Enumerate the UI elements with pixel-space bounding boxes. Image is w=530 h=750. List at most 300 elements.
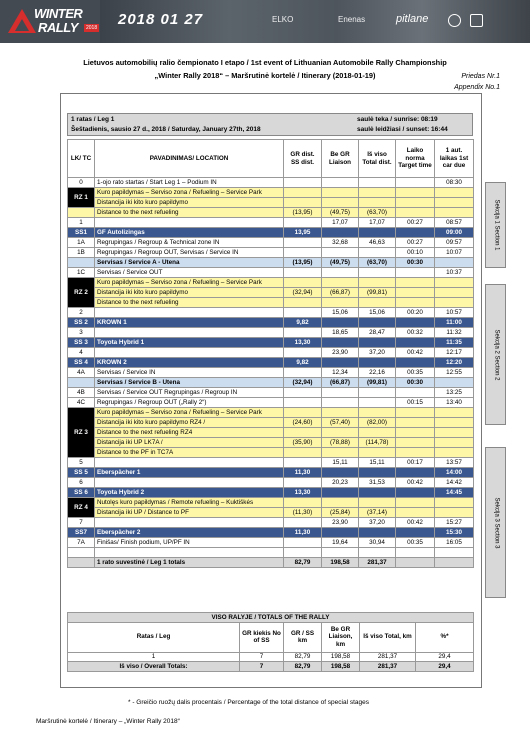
cell-liaison [322,528,359,538]
cell-liaison [322,198,359,208]
cell-tc: SS 4 [68,358,95,368]
cell-target [396,418,435,428]
cell-target [396,338,435,348]
cell-total: 15,06 [359,308,396,318]
cell-first-car [435,438,474,448]
cell-location [95,478,284,488]
cell-total [359,498,396,508]
stage-row [68,468,474,478]
cell-liaison [322,428,359,438]
cell-total: 31,53 [359,478,396,488]
cell-liaison [322,548,359,558]
cell-liaison [322,268,359,278]
cell-location: 1 rato suvestinė / Leg 1 totals [95,557,284,567]
cell-liaison: 23,90 [322,348,359,358]
cell-target: 00:15 [396,398,435,408]
cell-first-car [435,258,474,268]
cell-liaison [322,488,359,498]
cell-first-car: 11:00 [435,318,474,328]
cell-liaison [322,178,359,188]
refuel-row [68,408,474,418]
cell-target [396,198,435,208]
cell-ss-dist [284,428,322,438]
cell-liaison [322,448,359,458]
cell-ss-dist [284,328,322,338]
table-row [68,538,474,548]
cell-target: 00:20 [396,308,435,318]
cell-tc: 1 [68,218,95,228]
cell-target [396,228,435,238]
cell-location: GF Autolizingas [95,228,284,238]
cell-total: (99,81) [359,378,396,388]
col-first-car: 1 aut. laikas 1st car due [435,140,474,178]
cell-location: Distance to the next refueling [95,298,284,308]
cell-target [396,488,435,498]
cell-total: 281,37 [359,557,396,567]
cell-first-car [435,498,474,508]
cell-liaison: (66,87) [322,378,359,388]
cell-first-car [435,548,474,558]
totals-table [67,612,474,672]
cell-first-car: 12:17 [435,348,474,358]
cell-first-car: 15:27 [435,518,474,528]
totals-row-leg1: 1 7 82,79 198,58 281,37 29,4 [68,652,474,662]
cell-tc: SS 3 [68,338,95,348]
cell-first-car: 10:07 [435,248,474,258]
table-row [68,368,474,378]
cell-location: Kuro papildymas – Serviso zona / Refueling – Service Park [95,408,284,418]
cell-ss-dist: (13,95) [284,258,322,268]
cell-first-car [435,298,474,308]
cell-location: Regrupingas / Regroup & Technical zone IN [95,238,284,248]
cell-ss-dist: (32,94) [284,378,322,388]
cell-location: KROWN 1 [95,318,284,328]
cell-target: 00:10 [396,248,435,258]
cell-tc: 5 [68,458,95,468]
table-row [68,458,474,468]
cell-liaison: 19,64 [322,538,359,548]
cell-total: 37,20 [359,518,396,528]
cell-target [396,188,435,198]
cell-target [396,278,435,288]
cell-location: Distancija iki UP / Distance to PF [95,508,284,518]
cell-target [396,358,435,368]
cell-tc: 7A [68,538,95,548]
sponsor-logo-elko: ELKO [272,15,294,24]
cell-ss-dist: (13,95) [284,208,322,218]
sponsor-logo-enenas: Enenas [338,15,366,24]
cell-target: 00:35 [396,368,435,378]
cell-first-car [435,428,474,438]
cell-location: Finišas/ Finish podium, UP/PF IN [95,538,284,548]
cell-total: 37,20 [359,348,396,358]
cell-location: Kuro papildymas – Serviso zona / Refueling – Service Park [95,188,284,198]
cell-target: 00:42 [396,478,435,488]
cell-ss-dist [284,218,322,228]
cell-target [396,528,435,538]
itinerary-table [67,139,474,568]
cell-target [396,428,435,438]
cell-liaison: 18,65 [322,328,359,338]
cell-liaison [322,248,359,258]
cell-ss-dist: 11,30 [284,468,322,478]
cell-target: 00:30 [396,258,435,268]
cell-location [95,518,284,528]
table-row [68,328,474,338]
cell-target [396,208,435,218]
cell-location: Kuro papildymas – Serviso zona / Refueling – Service Park [95,278,284,288]
cell-target [396,388,435,398]
cell-ss-dist [284,548,322,558]
cell-total: (63,70) [359,258,396,268]
cell-location [95,328,284,338]
cell-location: Distancija iki kito kuro papildymo [95,198,284,208]
cell-total: (82,00) [359,418,396,428]
cell-total [359,188,396,198]
cell-ss-dist [284,398,322,408]
cell-location: Distance to the next refueling [95,208,284,218]
cell-tc: 6 [68,478,95,488]
cell-first-car: 14:00 [435,468,474,478]
cell-total [359,448,396,458]
cell-location: Servisas / Service A - Utena [95,258,284,268]
col-ss-dist: GR dist. SS dist. [284,140,322,178]
cell-liaison: 17,07 [322,218,359,228]
cell-liaison: 198,58 [322,557,359,567]
col-liaison: Be GR Liaison [322,140,359,178]
cell-total [359,468,396,478]
cell-ss-dist [284,298,322,308]
cell-tc: SS 6 [68,488,95,498]
appendix-en: Appendix No.1 [454,84,500,91]
cell-tc: SS1 [68,228,95,238]
refuel-row [68,198,474,208]
cell-tc: SS7 [68,528,95,538]
cell-target [396,548,435,558]
refuel-row [68,508,474,518]
cell-ss-dist [284,188,322,198]
cell-ss-dist [284,368,322,378]
cell-total [359,548,396,558]
refuel-row [68,288,474,298]
refuel-row [68,278,474,288]
cell-first-car: 13:57 [435,458,474,468]
cell-first-car: 13:25 [435,388,474,398]
sponsor-badge-icon [470,14,483,27]
cell-location: Distancija iki kito kuro papildymo [95,288,284,298]
cell-first-car: 08:57 [435,218,474,228]
section-tab-3: Sekcija 3 Section 3 [485,447,506,598]
col-location: PAVADINIMAS/ LOCATION [95,140,284,178]
cell-target [396,178,435,188]
cell-first-car [435,198,474,208]
cell-first-car: 14:45 [435,488,474,498]
cell-ss-dist: 9,82 [284,318,322,328]
cell-location [95,548,284,558]
cell-ss-dist: 13,30 [284,338,322,348]
col-target-time: Laiko norma Target time [396,140,435,178]
cell-total [359,398,396,408]
cell-ss-dist: (11,30) [284,508,322,518]
cell-total: (99,81) [359,288,396,298]
cell-location: Regrupingas / Regroup OUT, Servisas / Service IN [95,248,284,258]
cell-first-car [435,408,474,418]
cell-liaison [322,318,359,328]
refuel-zone-label: RZ 4 [68,498,95,518]
cell-tc [68,208,95,218]
cell-total: 46,63 [359,238,396,248]
cell-total [359,338,396,348]
cell-target: 00:42 [396,348,435,358]
cell-total: 15,11 [359,458,396,468]
cell-ss-dist [284,498,322,508]
refuel-zone-label: RZ 1 [68,188,95,208]
cell-total [359,228,396,238]
cell-liaison: (78,88) [322,438,359,448]
cell-total [359,388,396,398]
cell-tc: 4A [68,368,95,378]
cell-liaison: (25,84) [322,508,359,518]
cell-tc: 2 [68,308,95,318]
cell-tc: 4 [68,348,95,358]
cell-tc: 1C [68,268,95,278]
cell-total [359,488,396,498]
leg-date: Šeštadienis, sausio 27 d., 2018 / Saturday, January 27th, 2018 [71,126,261,133]
section-tab-1: Sekcija 1 Section 1 [485,182,506,268]
cell-target: 00:35 [396,538,435,548]
cell-location: Regrupingas / Regroup OUT („Rally 2“) [95,398,284,408]
table-row [68,398,474,408]
cell-target: 00:17 [396,458,435,468]
cell-target: 00:30 [396,378,435,388]
cell-ss-dist [284,458,322,468]
table-row [68,268,474,278]
cell-ss-dist [284,278,322,288]
cell-total: 28,47 [359,328,396,338]
cell-target: 00:27 [396,218,435,228]
service-row [68,258,474,268]
cell-first-car [435,278,474,288]
cell-total: (63,70) [359,208,396,218]
refuel-row [68,428,474,438]
service-row [68,378,474,388]
leg-title: 1 ratas / Leg 1 [71,116,115,123]
cell-tc [68,557,95,567]
refuel-row [68,498,474,508]
refuel-row [68,298,474,308]
cell-target [396,557,435,567]
totals-heading-row [68,613,474,623]
refuel-zone-label: RZ 2 [68,278,95,308]
cell-first-car [435,208,474,218]
cell-first-car: 11:32 [435,328,474,338]
cell-target [396,318,435,328]
cell-ss-dist [284,408,322,418]
cell-location: Toyota Hybrid 1 [95,338,284,348]
cell-total [359,278,396,288]
cell-tc: 0 [68,178,95,188]
refuel-row [68,438,474,448]
cell-ss-dist: 82,79 [284,557,322,567]
cell-liaison: (49,75) [322,208,359,218]
cell-liaison [322,498,359,508]
cell-location [95,348,284,358]
cell-liaison [322,408,359,418]
cell-target [396,498,435,508]
cell-first-car: 13:40 [435,398,474,408]
table-row [68,248,474,258]
cell-total [359,428,396,438]
cell-tc: 4C [68,398,95,408]
cell-location: Servisas / Service OUT Regrupingas / Regroup IN [95,388,284,398]
cell-target [396,468,435,478]
cell-ss-dist: (24,60) [284,418,322,428]
cell-total [359,198,396,208]
cell-tc: SS 2 [68,318,95,328]
cell-first-car [435,378,474,388]
cell-total: 22,16 [359,368,396,378]
refuel-zone-label: RZ 3 [68,408,95,458]
table-row [68,548,474,558]
cell-first-car [435,448,474,458]
cell-tc: SS 5 [68,468,95,478]
cell-total: 17,07 [359,218,396,228]
cell-target: 00:27 [396,238,435,248]
cell-first-car: 14:42 [435,478,474,488]
cell-location: Servisas / Service IN [95,368,284,378]
cell-liaison: (57,40) [322,418,359,428]
cell-first-car: 11:35 [435,338,474,348]
cell-ss-dist [284,518,322,528]
cell-liaison: 20,23 [322,478,359,488]
cell-total [359,318,396,328]
cell-target [396,448,435,458]
leg-total-row [68,557,474,567]
cell-liaison [322,388,359,398]
sponsor-ring-icon [448,14,461,27]
cell-liaison: 23,90 [322,518,359,528]
cell-location [95,218,284,228]
cell-liaison [322,358,359,368]
cell-ss-dist [284,178,322,188]
sunset: saulė leidžiasi / sunset: 16:44 [357,126,448,133]
cell-liaison [322,188,359,198]
cell-location: Distance to the PF in TC7A [95,448,284,458]
winter-rally-logo: WINTER RALLY 2018 [8,5,98,39]
cell-liaison [322,468,359,478]
cell-ss-dist [284,198,322,208]
cell-total [359,178,396,188]
cell-total: (114,78) [359,438,396,448]
cell-location [95,458,284,468]
cell-first-car: 10:37 [435,268,474,278]
cell-first-car [435,288,474,298]
cell-location: Toyota Hybrid 2 [95,488,284,498]
table-row [68,218,474,228]
cell-location: Servisas / Service B - Utena [95,378,284,388]
cell-target [396,268,435,278]
refuel-row [68,418,474,428]
sponsor-logo-pitlane: pitlane [396,13,429,25]
stage-row [68,228,474,238]
cell-ss-dist [284,478,322,488]
cell-location: KROWN 2 [95,358,284,368]
refuel-row [68,188,474,198]
doc-title: Lietuvos automobilių ralio čempionato I etapo / 1st event of Lithuanian Automobile Rally Championship [83,58,447,67]
cell-ss-dist [284,238,322,248]
cell-ss-dist [284,348,322,358]
cell-first-car [435,557,474,567]
doc-subtitle: „Winter Rally 2018“ – Maršrutinė kortelė / Itinerary (2018-01-19) [154,71,376,80]
refuel-row [68,208,474,218]
cell-liaison: 15,06 [322,308,359,318]
page-footer: Maršrutinė kortelė / Itinerary – „Winter Rally 2018“ [36,718,180,725]
cell-first-car: 12:55 [435,368,474,378]
cell-ss-dist [284,248,322,258]
cell-ss-dist: 11,30 [284,528,322,538]
cell-ss-dist: (32,94) [284,288,322,298]
cell-ss-dist: 13,95 [284,228,322,238]
cell-tc [68,258,95,268]
banner-date: 2018 01 27 [118,11,204,28]
table-row [68,178,474,188]
cell-total [359,268,396,278]
totals-row-overall: Iš viso / Overall Totals: 7 82,79 198,58 281,37 29,4 [68,662,474,672]
cell-liaison [322,228,359,238]
cell-location: Servisas / Service OUT [95,268,284,278]
cell-total [359,408,396,418]
cell-location: Distancija iki kito kuro papildymo RZ4 / [95,418,284,428]
cell-liaison [322,338,359,348]
cell-ss-dist: (35,90) [284,438,322,448]
stage-row [68,358,474,368]
table-row [68,308,474,318]
cell-liaison: (49,75) [322,258,359,268]
cell-target [396,408,435,418]
sunrise: saulė teka / sunrise: 08:19 [357,116,438,123]
table-row [68,518,474,528]
totals-header-row: Ratas / Leg GR kiekis No of SS GR / SS km Be GR Liaison, km Iš viso Total, km %* [68,622,474,652]
cell-first-car: 12:20 [435,358,474,368]
cell-target: 00:42 [396,518,435,528]
cell-total: 30,94 [359,538,396,548]
cell-first-car: 15:30 [435,528,474,538]
table-row [68,478,474,488]
cell-location: Distance to the next refueling RZ4 [95,428,284,438]
cell-tc [68,548,95,558]
section-tab-2: Sekcija 2 Section 2 [485,284,506,425]
cell-first-car: 09:00 [435,228,474,238]
refuel-row [68,448,474,458]
cell-liaison: 12,34 [322,368,359,378]
cell-location: Eberspächer 1 [95,468,284,478]
cell-first-car: 10:57 [435,308,474,318]
stage-row [68,338,474,348]
cell-ss-dist: 13,30 [284,488,322,498]
cell-target: 00:32 [396,328,435,338]
cell-ss-dist [284,268,322,278]
footnote: * - Greičio ruožų dalis procentais / Percentage of the total distance of special stages [128,699,369,706]
cell-first-car [435,188,474,198]
cell-ss-dist [284,388,322,398]
cell-total [359,248,396,258]
cell-total [359,358,396,368]
cell-total: (37,14) [359,508,396,518]
cell-location: Eberspächer 2 [95,528,284,538]
cell-liaison [322,398,359,408]
cell-liaison: 15,11 [322,458,359,468]
cell-first-car: 08:30 [435,178,474,188]
